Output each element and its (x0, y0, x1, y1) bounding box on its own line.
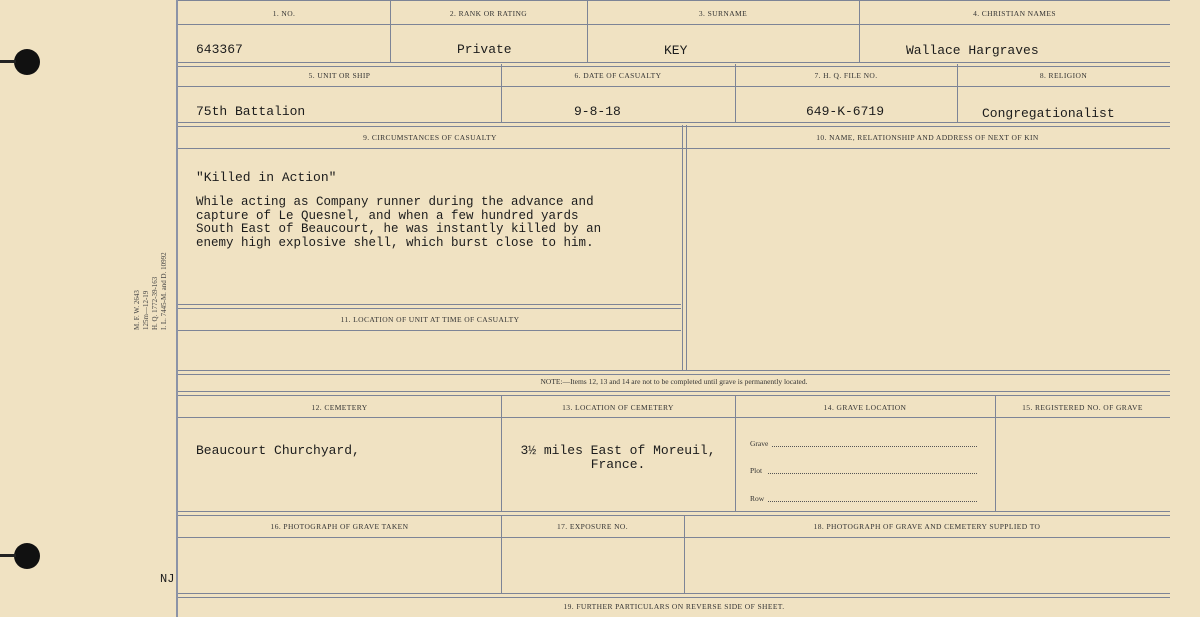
rank-value: Private (457, 42, 512, 57)
rule (995, 395, 996, 511)
header-surname: 3. SURNAME (698, 9, 748, 18)
rule (178, 391, 1170, 396)
header-exposure-no: 17. EXPOSURE NO. (557, 522, 628, 531)
form-code-line1: M. F. W. 2643 (133, 290, 141, 330)
grave-dotline (772, 446, 977, 447)
rule (178, 86, 1170, 87)
header-religion: 8. RELIGION (1039, 71, 1088, 80)
form-code-line2: 125m—12-19 (142, 290, 150, 330)
header-registered-no: 15. REGISTERED NO. OF GRAVE (1022, 403, 1143, 412)
header-hq-file: 7. H. Q. FILE NO. (814, 71, 878, 80)
rule (178, 511, 1170, 516)
plot-dotline (768, 473, 977, 474)
header-location-of-unit: 11. LOCATION OF UNIT AT TIME OF CASUALTY (340, 315, 520, 324)
row-label: Row (750, 494, 765, 503)
header-unit: 5. UNIT OR SHIP (308, 71, 371, 80)
initials: NJ (160, 572, 175, 586)
punch-hole-bottom (14, 543, 40, 569)
header-cemetery: 12. CEMETERY (311, 403, 368, 412)
header-grave-location: 14. GRAVE LOCATION (823, 403, 907, 412)
rule (178, 330, 681, 331)
plot-label: Plot (750, 466, 763, 475)
religion-value: Congregationalist (982, 106, 1115, 121)
note: NOTE:—Items 12, 13 and 14 are not to be completed until grave is permanently located. (540, 377, 808, 386)
header-date: 6. DATE OF CASUALTY (574, 71, 662, 80)
header-circumstances: 9. CIRCUMSTANCES OF CASUALTY (363, 133, 497, 142)
cemetery-location-line1: 3½ miles East of Moreuil, (520, 443, 716, 458)
cemetery-location-line2: France. (590, 457, 646, 472)
rule (178, 0, 1170, 1)
christian-names-value: Wallace Hargraves (906, 43, 1039, 58)
header-next-of-kin: 10. NAME, RELATIONSHIP AND ADDRESS OF NEXT OF KIN (816, 133, 1039, 142)
circumstances-title: "Killed in Action" (196, 170, 337, 185)
footer-further-particulars: 19. FURTHER PARTICULARS ON REVERSE SIDE OF SHEET. (563, 602, 785, 611)
rule (735, 395, 736, 511)
punch-hole-top (14, 49, 40, 75)
header-rank: 2. RANK OR RATING (449, 9, 528, 18)
form-code (133, 252, 169, 330)
grave-label: Grave (750, 439, 769, 448)
rule (682, 125, 687, 370)
unit-value: 75th Battalion (196, 104, 306, 119)
header-no: 1. NO. (272, 9, 296, 18)
hq-file-value: 649-K-6719 (806, 104, 885, 119)
rule (178, 122, 1170, 127)
header-photograph-supplied: 18. PHOTOGRAPH OF GRAVE AND CEMETERY SUPPLIED TO (813, 522, 1041, 531)
rule (178, 304, 681, 309)
service-number: 643367 (196, 42, 243, 57)
header-photograph-taken: 16. PHOTOGRAPH OF GRAVE TAKEN (270, 522, 409, 531)
cemetery-value: Beaucourt Churchyard, (196, 443, 360, 458)
surname-value: KEY (664, 43, 688, 58)
rule (178, 417, 1170, 418)
rule (178, 62, 1170, 67)
row-dotline (768, 501, 977, 502)
header-christian-names: 4. CHRISTIAN NAMES (973, 9, 1056, 18)
circumstances-text: While acting as Company runner during the advance and capture of Le Quesnel, and when a few hundred yards South East of Beaucourt, he was instantly killed by an enemy high explosive shell, which burst close to him. (196, 195, 602, 250)
rule (178, 24, 1170, 25)
header-cemetery-location: 13. LOCATION OF CEMETERY (562, 403, 674, 412)
rule (178, 370, 1170, 375)
form-code-line4: I. L. 7445-M. and D. 10992 (160, 252, 168, 330)
rule (178, 537, 1170, 538)
rule (178, 593, 1170, 598)
form-code-line3: H. Q. 1772-39-163 (151, 276, 159, 330)
rule (178, 148, 1170, 149)
date-value: 9-8-18 (574, 104, 621, 119)
